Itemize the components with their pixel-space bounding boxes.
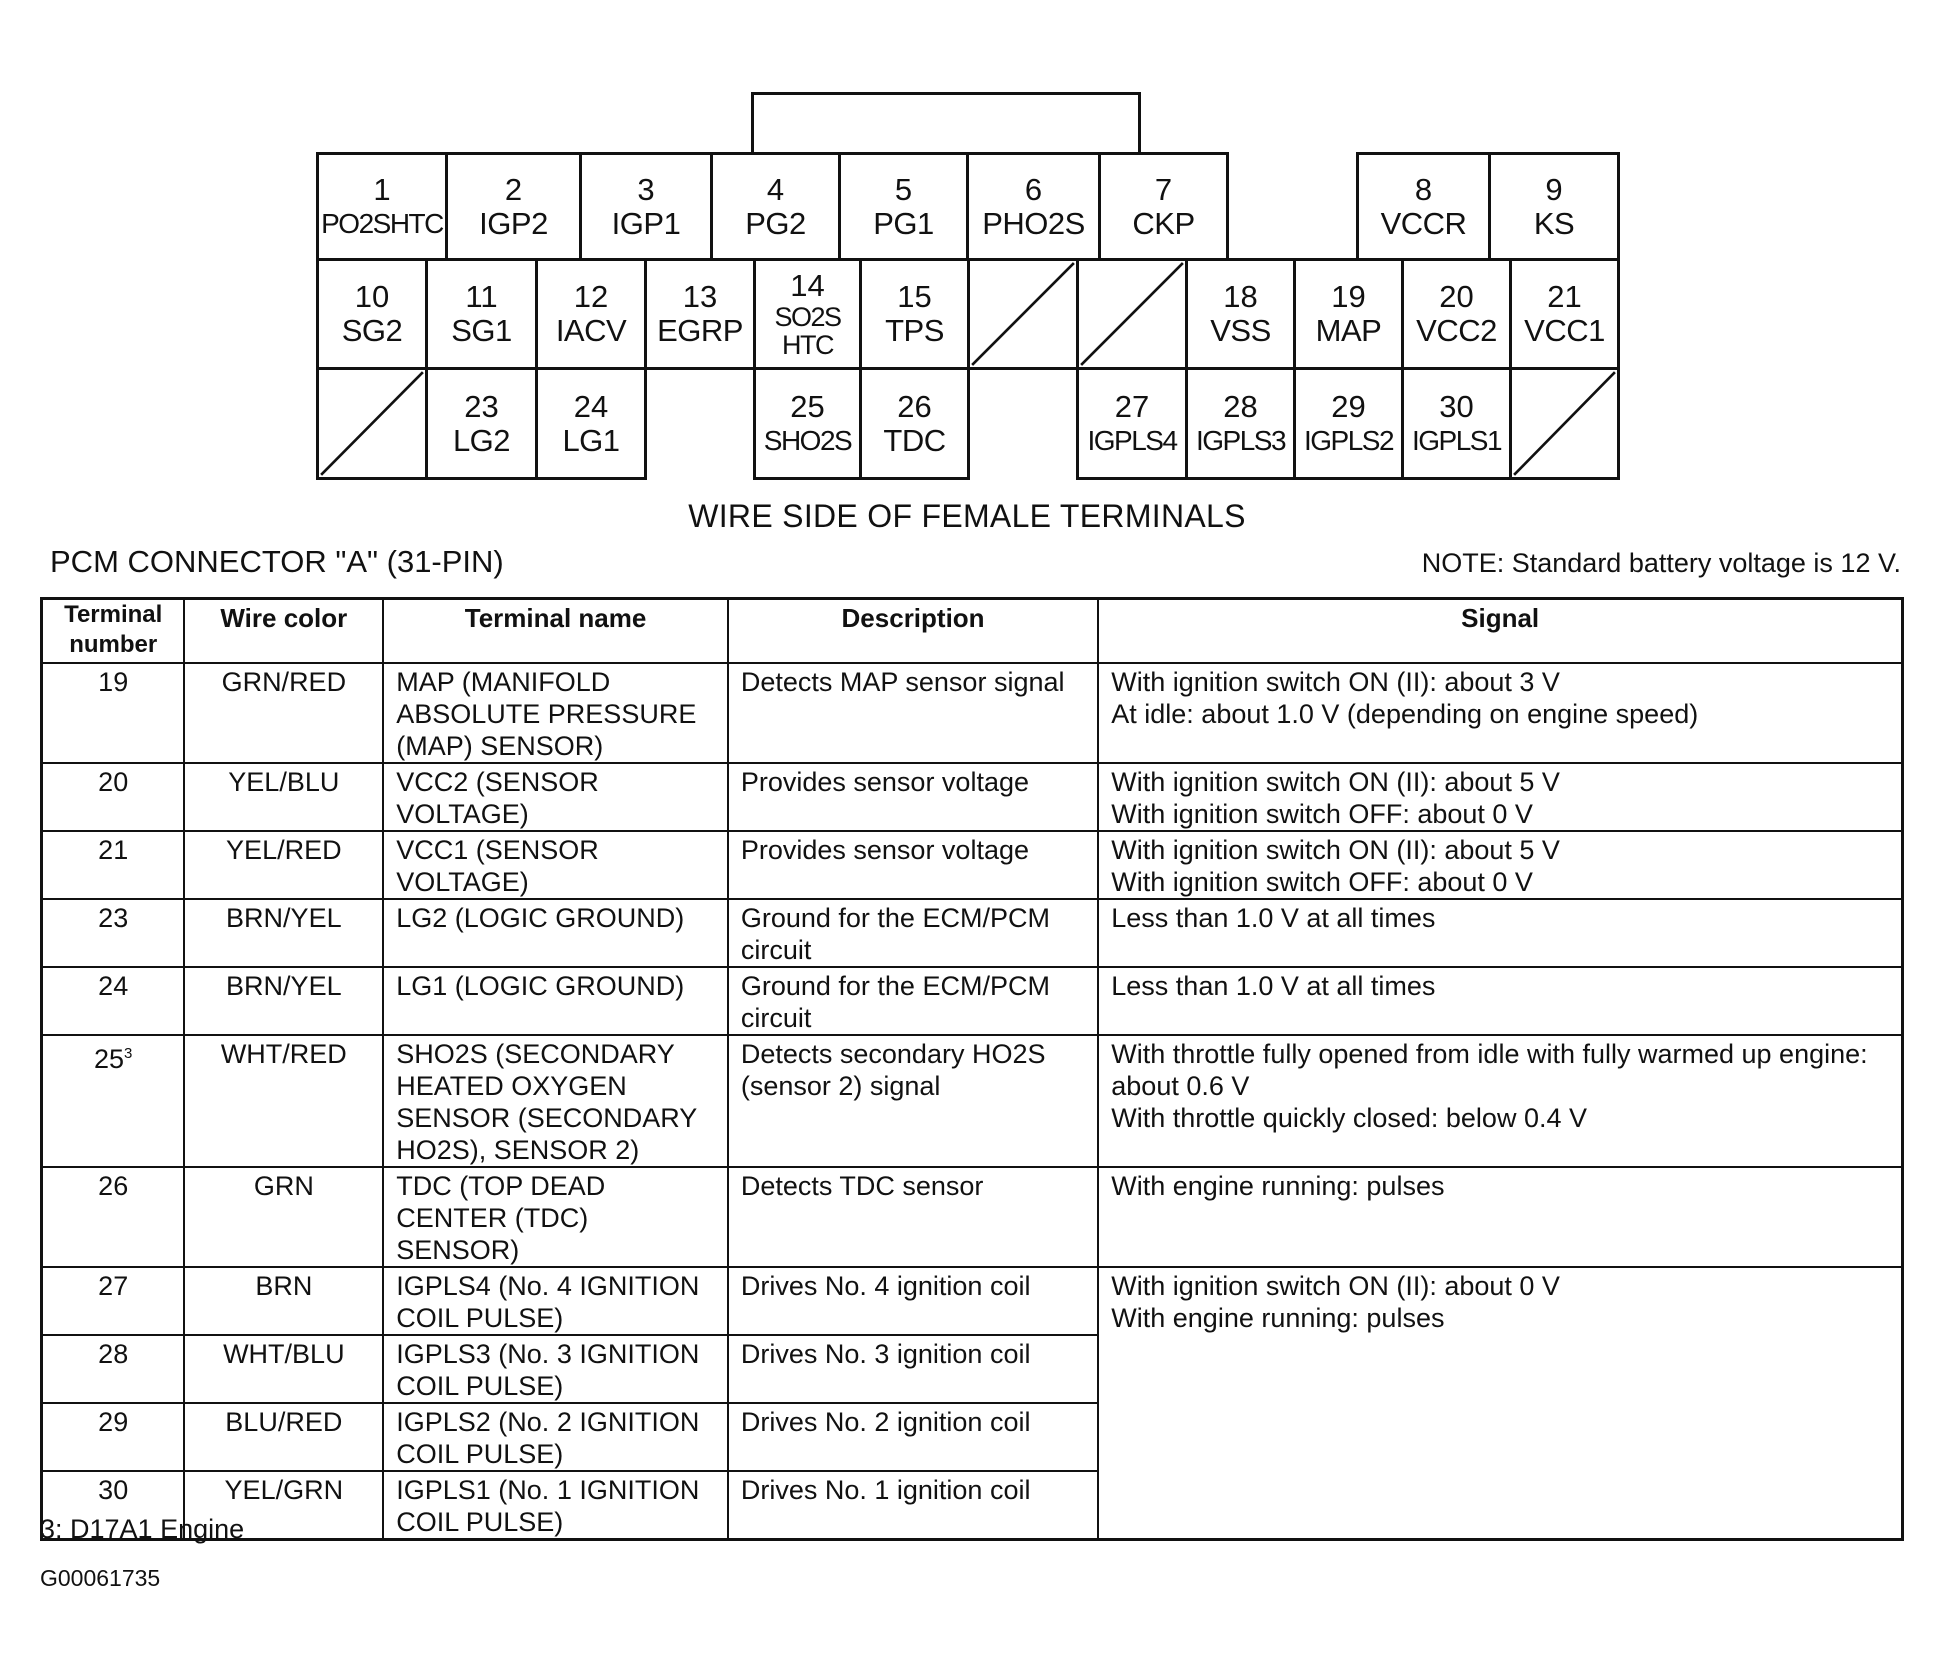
pin-12 bbox=[535, 258, 647, 370]
terminal-number bbox=[42, 1035, 185, 1167]
table-row bbox=[42, 763, 1903, 831]
pin-number: 15 bbox=[897, 279, 932, 314]
header-signal: Signal bbox=[1098, 599, 1902, 664]
pin-number: 4 bbox=[766, 171, 785, 207]
pin-6 bbox=[966, 152, 1101, 261]
header-terminal-name: Terminal name bbox=[383, 599, 728, 664]
terminal-table bbox=[40, 597, 1904, 1541]
signal bbox=[1098, 763, 1902, 831]
terminal-number: 27 bbox=[42, 1267, 185, 1335]
wire-color: BRN/YEL bbox=[184, 899, 383, 967]
pin-name: VCCR bbox=[1380, 205, 1467, 241]
pin-name: SG2 bbox=[341, 313, 403, 348]
pin-blank-17 bbox=[1076, 258, 1188, 370]
wire-color: YEL/GRN bbox=[184, 1471, 383, 1540]
terminal-name: VCC2 (SENSOR VOLTAGE) bbox=[383, 763, 728, 831]
pin-number: 14 bbox=[790, 268, 825, 303]
wire-color: YEL/RED bbox=[184, 831, 383, 899]
table-header-row bbox=[42, 599, 1903, 664]
pin-number: 3 bbox=[637, 171, 655, 207]
table-row bbox=[42, 1035, 1903, 1167]
description: Drives No. 3 ignition coil bbox=[728, 1335, 1098, 1403]
figure-id: G00061735 bbox=[40, 1565, 161, 1591]
pin-28 bbox=[1185, 367, 1296, 480]
terminal-name: SHO2S (SECONDARY HEATED OXYGEN SENSOR (SECONDARY HO2S), SENSOR 2) bbox=[383, 1035, 728, 1167]
pin-name-line2: HTC bbox=[782, 330, 833, 360]
wire-color: BRN bbox=[184, 1267, 383, 1335]
signal bbox=[1098, 967, 1902, 1035]
terminal-number-value: 25 bbox=[94, 1044, 125, 1074]
terminal-name: TDC (TOP DEAD CENTER (TDC) SENSOR) bbox=[383, 1167, 728, 1267]
table-row bbox=[42, 1267, 1903, 1335]
table-row bbox=[42, 663, 1903, 763]
pin-number: 28 bbox=[1223, 388, 1258, 424]
signal bbox=[1098, 831, 1902, 899]
pin-number: 19 bbox=[1331, 279, 1366, 314]
header-wire-color: Wire color bbox=[184, 599, 383, 664]
pin-name: LG1 bbox=[562, 422, 620, 458]
connector-caption: WIRE SIDE OF FEMALE TERMINALS bbox=[688, 498, 1246, 534]
pin-18 bbox=[1185, 258, 1296, 370]
signal bbox=[1098, 1167, 1902, 1267]
pin-9 bbox=[1488, 152, 1620, 261]
description: Drives No. 1 ignition coil bbox=[728, 1471, 1098, 1540]
description: Provides sensor voltage bbox=[728, 831, 1098, 899]
signal-line: Less than 1.0 V at all times bbox=[1111, 971, 1436, 1001]
pin-10 bbox=[316, 258, 428, 370]
description: Provides sensor voltage bbox=[728, 763, 1098, 831]
pin-3 bbox=[579, 152, 713, 261]
pin-19 bbox=[1293, 258, 1404, 370]
terminal-name: IGPLS4 (No. 4 IGNITION COIL PULSE) bbox=[383, 1267, 728, 1335]
pin-name: KS bbox=[1533, 205, 1575, 241]
wire-color: BLU/RED bbox=[184, 1403, 383, 1471]
signal-ignition-coils bbox=[1098, 1267, 1902, 1540]
voltage-note: NOTE: Standard battery voltage is 12 V. bbox=[1421, 548, 1901, 578]
pin-number: 26 bbox=[897, 388, 932, 424]
signal bbox=[1098, 899, 1902, 967]
pin-blank-31 bbox=[1509, 367, 1620, 480]
pin-number: 11 bbox=[465, 279, 498, 314]
pin-name: SG1 bbox=[451, 313, 512, 348]
signal-line: With throttle fully opened from idle with fully warmed up engine: about 0.6 V bbox=[1111, 1039, 1868, 1101]
pin-name: PG2 bbox=[745, 205, 806, 241]
pin-number: 21 bbox=[1547, 279, 1582, 314]
pin-number: 12 bbox=[573, 279, 609, 314]
pin-number: 18 bbox=[1223, 279, 1258, 314]
signal-line: At idle: about 1.0 V (depending on engine speed) bbox=[1111, 699, 1699, 729]
terminal-number: 24 bbox=[42, 967, 185, 1035]
pin-number: 10 bbox=[354, 279, 390, 314]
signal-line: Less than 1.0 V at all times bbox=[1111, 903, 1436, 933]
wire-color: WHT/BLU bbox=[184, 1335, 383, 1403]
pin-name: IGP2 bbox=[479, 205, 548, 241]
pin-13 bbox=[644, 258, 756, 370]
table-row bbox=[42, 967, 1903, 1035]
terminal-name: IGPLS2 (No. 2 IGNITION COIL PULSE) bbox=[383, 1403, 728, 1471]
pin-2 bbox=[445, 152, 582, 261]
pin-1 bbox=[316, 152, 448, 261]
description: Ground for the ECM/PCM circuit bbox=[728, 899, 1098, 967]
pin-number: 27 bbox=[1114, 388, 1150, 424]
signal-line: With throttle quickly closed: below 0.4 V bbox=[1111, 1103, 1587, 1133]
pin-number: 23 bbox=[464, 388, 499, 424]
header-terminal-number: Terminal number bbox=[42, 599, 185, 664]
terminal-name: IGPLS1 (No. 1 IGNITION COIL PULSE) bbox=[383, 1471, 728, 1540]
description: Drives No. 4 ignition coil bbox=[728, 1267, 1098, 1335]
pin-number: 1 bbox=[373, 171, 391, 207]
signal-line: With ignition switch OFF: about 0 V bbox=[1111, 799, 1533, 829]
description: Detects MAP sensor signal bbox=[728, 663, 1098, 763]
terminal-number: 23 bbox=[42, 899, 185, 967]
terminal-name: MAP (MANIFOLD ABSOLUTE PRESSURE (MAP) SENSOR) bbox=[383, 663, 728, 763]
pin-name: IGPLS4 bbox=[1087, 424, 1177, 456]
signal-line: With ignition switch OFF: about 0 V bbox=[1111, 867, 1533, 897]
pin-name: PHO2S bbox=[982, 205, 1085, 241]
pin-name: SO2S bbox=[774, 302, 841, 332]
terminal-number: 20 bbox=[42, 763, 185, 831]
pin-name: IGPLS2 bbox=[1303, 424, 1394, 456]
terminal-number: 19 bbox=[42, 663, 185, 763]
pin-name: TPS bbox=[885, 313, 944, 348]
pin-name: LG2 bbox=[452, 422, 511, 458]
pin-blank-22 bbox=[316, 367, 428, 480]
signal-line: With ignition switch ON (II): about 5 V bbox=[1111, 767, 1560, 797]
description: Detects TDC sensor bbox=[728, 1167, 1098, 1267]
pin-name: IGPLS1 bbox=[1411, 424, 1502, 456]
terminal-name: IGPLS3 (No. 3 IGNITION COIL PULSE) bbox=[383, 1335, 728, 1403]
terminal-name: VCC1 (SENSOR VOLTAGE) bbox=[383, 831, 728, 899]
pin-name: IGPLS3 bbox=[1195, 424, 1286, 456]
pin-25 bbox=[753, 367, 862, 480]
signal-line: With ignition switch ON (II): about 0 V bbox=[1111, 1271, 1560, 1301]
pin-number: 6 bbox=[1024, 171, 1043, 207]
footnote: 3: D17A1 Engine bbox=[40, 1514, 245, 1544]
pin-number: 20 bbox=[1439, 279, 1474, 314]
signal-line: With ignition switch ON (II): about 5 V bbox=[1111, 835, 1560, 865]
pin-number: 29 bbox=[1331, 388, 1366, 424]
pin-name: MAP bbox=[1315, 313, 1382, 348]
table-row bbox=[42, 1167, 1903, 1267]
pin-21 bbox=[1509, 258, 1620, 370]
terminal-number: 21 bbox=[42, 831, 185, 899]
pin-number: 7 bbox=[1154, 171, 1173, 207]
wire-color: GRN bbox=[184, 1167, 383, 1267]
table-row bbox=[42, 831, 1903, 899]
terminal-name: LG2 (LOGIC GROUND) bbox=[383, 899, 728, 967]
pin-26 bbox=[859, 367, 970, 480]
connector-latch bbox=[751, 92, 1141, 155]
description: Detects secondary HO2S (sensor 2) signal bbox=[728, 1035, 1098, 1167]
connector-title: PCM CONNECTOR "A" (31-PIN) bbox=[50, 544, 504, 579]
pin-number: 5 bbox=[894, 171, 913, 207]
terminal-number: 28 bbox=[42, 1335, 185, 1403]
description: Drives No. 2 ignition coil bbox=[728, 1403, 1098, 1471]
pin-number: 24 bbox=[573, 388, 609, 424]
pin-name: PG1 bbox=[873, 205, 934, 241]
pin-name: VSS bbox=[1210, 313, 1271, 348]
description: Ground for the ECM/PCM circuit bbox=[728, 967, 1098, 1035]
pin-20 bbox=[1401, 258, 1512, 370]
wire-color: YEL/BLU bbox=[184, 763, 383, 831]
signal-line: With ignition switch ON (II): about 3 V bbox=[1111, 667, 1560, 697]
pin-name: IGP1 bbox=[611, 205, 681, 241]
pin-23 bbox=[425, 367, 538, 480]
pin-24 bbox=[535, 367, 647, 480]
pin-5 bbox=[838, 152, 969, 261]
pin-number: 25 bbox=[790, 388, 825, 424]
table-row bbox=[42, 899, 1903, 967]
pin-name: SHO2S bbox=[763, 424, 852, 456]
wire-color: GRN/RED bbox=[184, 663, 383, 763]
pin-14 bbox=[753, 258, 862, 370]
pin-blank-16 bbox=[967, 258, 1079, 370]
wire-color: BRN/YEL bbox=[184, 967, 383, 1035]
header-description: Description bbox=[728, 599, 1098, 664]
pin-name: VCC2 bbox=[1416, 313, 1497, 348]
signal-line: With engine running: pulses bbox=[1111, 1171, 1445, 1201]
terminal-number: 30 bbox=[42, 1471, 185, 1540]
signal bbox=[1098, 663, 1902, 763]
signal-line: With engine running: pulses bbox=[1111, 1303, 1445, 1333]
wire-color: WHT/RED bbox=[184, 1035, 383, 1167]
pin-name: VCC1 bbox=[1524, 313, 1605, 348]
pin-11 bbox=[425, 258, 538, 370]
terminal-number: 26 bbox=[42, 1167, 185, 1267]
signal bbox=[1098, 1035, 1902, 1167]
pin-number: 13 bbox=[682, 279, 718, 314]
pin-30 bbox=[1401, 367, 1512, 480]
pin-number: 30 bbox=[1439, 388, 1474, 424]
pin-name: EGRP bbox=[657, 313, 743, 348]
pin-name: IACV bbox=[555, 313, 627, 348]
pin-name: CKP bbox=[1132, 205, 1195, 241]
pin-8 bbox=[1356, 152, 1491, 261]
pin-15 bbox=[859, 258, 970, 370]
footnote-marker: 3 bbox=[124, 1045, 133, 1062]
pin-29 bbox=[1293, 367, 1404, 480]
pin-number: 2 bbox=[504, 171, 523, 207]
terminal-number: 29 bbox=[42, 1403, 185, 1471]
pin-name: TDC bbox=[883, 422, 946, 458]
pin-27 bbox=[1076, 367, 1188, 480]
pin-number: 8 bbox=[1414, 171, 1433, 207]
terminal-name: LG1 (LOGIC GROUND) bbox=[383, 967, 728, 1035]
pin-number: 9 bbox=[1545, 171, 1563, 207]
pin-7 bbox=[1098, 152, 1229, 261]
pin-4 bbox=[710, 152, 841, 261]
pin-name: PO2SHTC bbox=[321, 207, 443, 239]
